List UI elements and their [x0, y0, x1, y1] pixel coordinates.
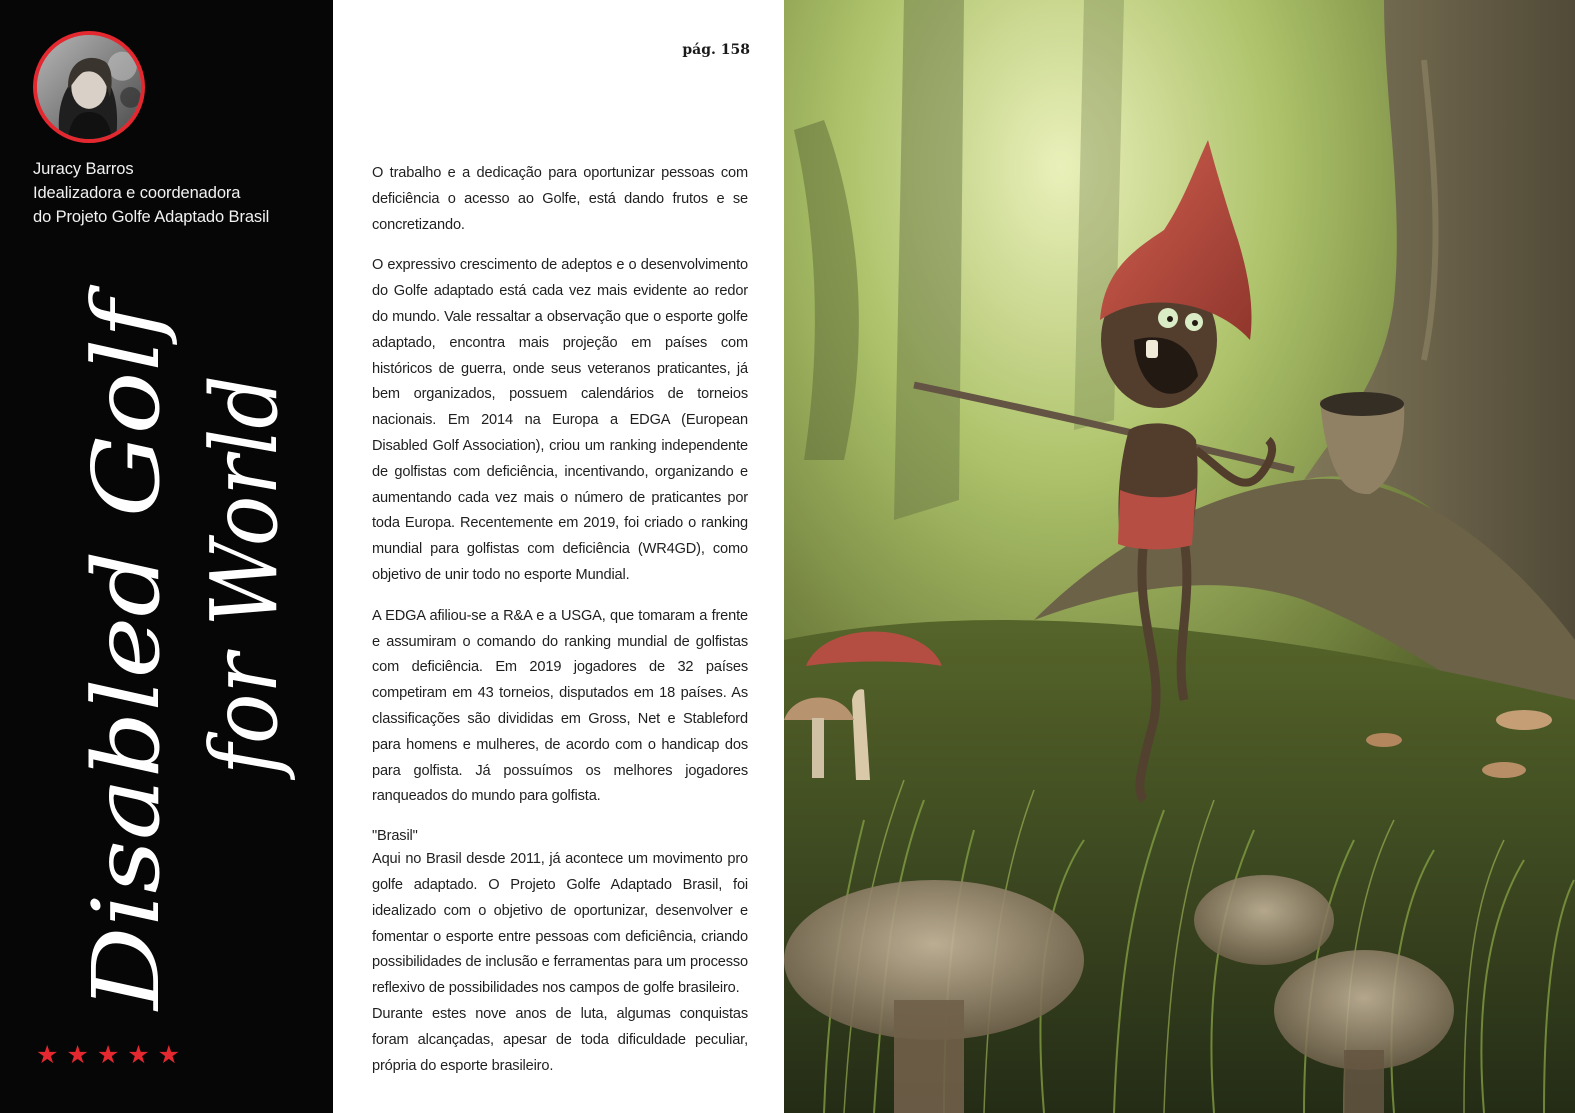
rating-stars: ★★★★★ — [36, 1041, 189, 1069]
article-body — [372, 161, 748, 1079]
author-name: Juracy Barros — [33, 160, 134, 178]
article-paragraph-4: Aqui no Brasil desde 2011, já acontece um movimento pro golfe adaptado. O Projeto Golfe Adaptado Brasil, foi idealizado com o objetivo de oportunizar, desenvolver e fomentar o esporte entre pessoas com deficiência, criando possibilidades de inclusão e ferramentas para um processo reflexivo de possibilidades nos campos de golfe brasileiro. — [372, 851, 748, 997]
forest-gnome-illustration — [784, 0, 1575, 1113]
author-role-line2: do Projeto Golfe Adaptado Brasil — [33, 208, 270, 226]
article-subheading: "Brasil" — [372, 828, 418, 845]
article-paragraph-5: Durante estes nove anos de luta, algumas conquistas foram alcançadas, apesar de toda dificuldade peculiar, própria do esporte brasileiro. — [372, 1005, 748, 1074]
article-paragraph-3: A EDGA afiliou-se a R&A e a USGA, que tomaram a frente e assumiram o comando do ranking mundial de golfistas com deficiência. Em 2019 jogadores de 32 países competiram em 43 torneios, disputados em 18 países. As classificações são divididas em Gross, Net e Stableford para homens e mulheres, de acordo com o handicap dos para golfista. Já possuímos os melhores jogadores ranqueados do mundo para golfista. — [372, 607, 748, 805]
script-title — [18, 280, 298, 1015]
title-line-1: Disabled Golf — [73, 381, 180, 1010]
article-paragraph-2: O expressivo crescimento de adeptos e o desenvolvimento do Golfe adaptado está cada vez mais evidente ao redor do mundo. Vale ressaltar a observação que o esporte golfe adaptado, encontra mais projeção em países com históricos de guerra, onde seus veteranos praticantes, já bem organizados, possuem calendários de torneios nacionais. Em 2014 na Europa a EDGA (European Disabled Golf Association), criou um ranking independente de golfistas com deficiência, incentivando, organizando e aumentando cada vez mais o número de praticantes por toda Europa. Recentemente em 2019, foi criado o ranking mundial para golfistas com deficiência (WR4GD), como objetivo de unir todo no esporte Mundial. — [372, 257, 748, 583]
sidebar — [0, 0, 333, 1113]
title-line-2: for World — [191, 336, 298, 775]
page-number: pág. 158 — [682, 42, 750, 58]
author-avatar — [33, 31, 145, 143]
gnome-scene-icon — [784, 0, 1575, 1113]
author-photo-icon — [37, 35, 141, 139]
author-role-line1: Idealizadora e coordenadora — [33, 184, 241, 202]
article-paragraph-1: O trabalho e a dedicação para oportunizar pessoas com deficiência o acesso ao Golfe, está dando frutos e se concretizando. — [372, 165, 748, 233]
author-info — [33, 157, 323, 229]
